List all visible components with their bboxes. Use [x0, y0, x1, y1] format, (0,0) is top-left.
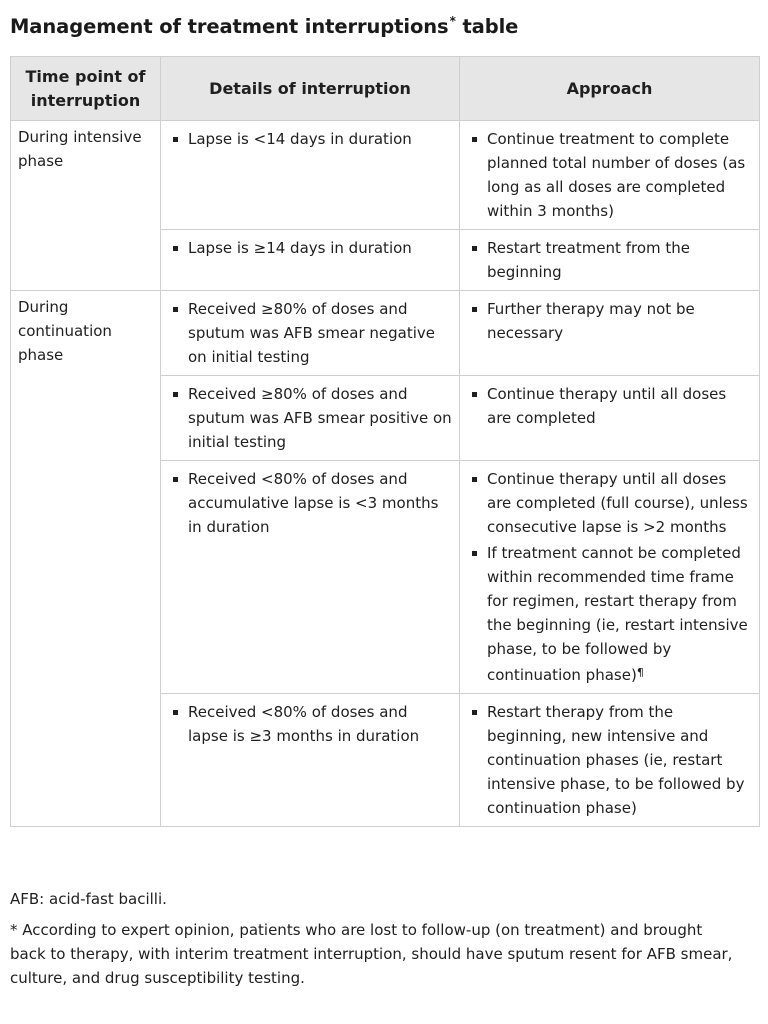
approach-cell: [460, 376, 760, 461]
approach-bullet: Restart therapy from the beginning, new intensive and continuation phases (ie, restart intensive phase, to be followed by continuation phase): [467, 700, 752, 820]
time-point-cell: During intensive phase: [11, 121, 161, 291]
treatment-interruptions-table: [10, 56, 760, 827]
approach-bullet: Continue therapy until all doses are completed: [467, 382, 752, 430]
details-bullet: Received <80% of doses and lapse is ≥3 months in duration: [168, 700, 452, 748]
approach-cell: [460, 291, 760, 376]
approach-bullet: Continue therapy until all doses are completed (full course), unless consecutive lapse is >2 months: [467, 467, 752, 539]
approach-bullet: Continue treatment to complete planned total number of doses (as long as all doses are completed within 3 months): [467, 127, 752, 223]
title-suffix: table: [455, 15, 519, 38]
approach-cell: [460, 230, 760, 291]
table-header-row: [11, 57, 760, 121]
details-bullet: Received <80% of doses and accumulative lapse is <3 months in duration: [168, 467, 452, 539]
footnote-expert-opinion: * According to expert opinion, patients who are lost to follow-up (on treatment) and brought back to therapy, with interim treatment interruption, should have sputum resent for AFB smear, culture, and drug susceptibility testing.: [10, 921, 733, 987]
details-bullet: Received ≥80% of doses and sputum was AFB smear positive on initial testing: [168, 382, 452, 454]
time-point-cell: During continuation phase: [11, 291, 161, 827]
header-approach: Approach: [460, 57, 760, 121]
approach-cell: [460, 694, 760, 827]
pilcrow-mark: ¶: [636, 666, 644, 679]
approach-bullet: [467, 541, 752, 687]
details-cell: [161, 230, 460, 291]
approach-bullet-text: If treatment cannot be completed within recommended time frame for regimen, restart therapy from the beginning (ie, restart intensive phase, to be followed by continuation phase): [487, 544, 748, 684]
footnote-abbreviation: AFB: acid-fast bacilli.: [10, 890, 167, 908]
details-cell: [161, 694, 460, 827]
table-row: [11, 121, 760, 230]
approach-bullet: Further therapy may not be necessary: [467, 297, 752, 345]
page-title: [10, 14, 518, 38]
details-bullet: Lapse is ≥14 days in duration: [168, 236, 452, 260]
approach-cell: [460, 121, 760, 230]
table-row: [11, 291, 760, 376]
details-cell: [161, 461, 460, 694]
details-bullet: Received ≥80% of doses and sputum was AFB smear negative on initial testing: [168, 297, 452, 369]
details-cell: [161, 376, 460, 461]
header-details: Details of interruption: [161, 57, 460, 121]
details-cell: [161, 291, 460, 376]
title-footnote-mark: *: [449, 14, 456, 28]
approach-bullet: Restart treatment from the beginning: [467, 236, 752, 284]
approach-cell: [460, 461, 760, 694]
title-text: Management of treatment interruptions: [10, 15, 449, 38]
details-bullet: Lapse is <14 days in duration: [168, 127, 452, 151]
details-cell: [161, 121, 460, 230]
header-time-point: Time point of interruption: [11, 57, 161, 121]
